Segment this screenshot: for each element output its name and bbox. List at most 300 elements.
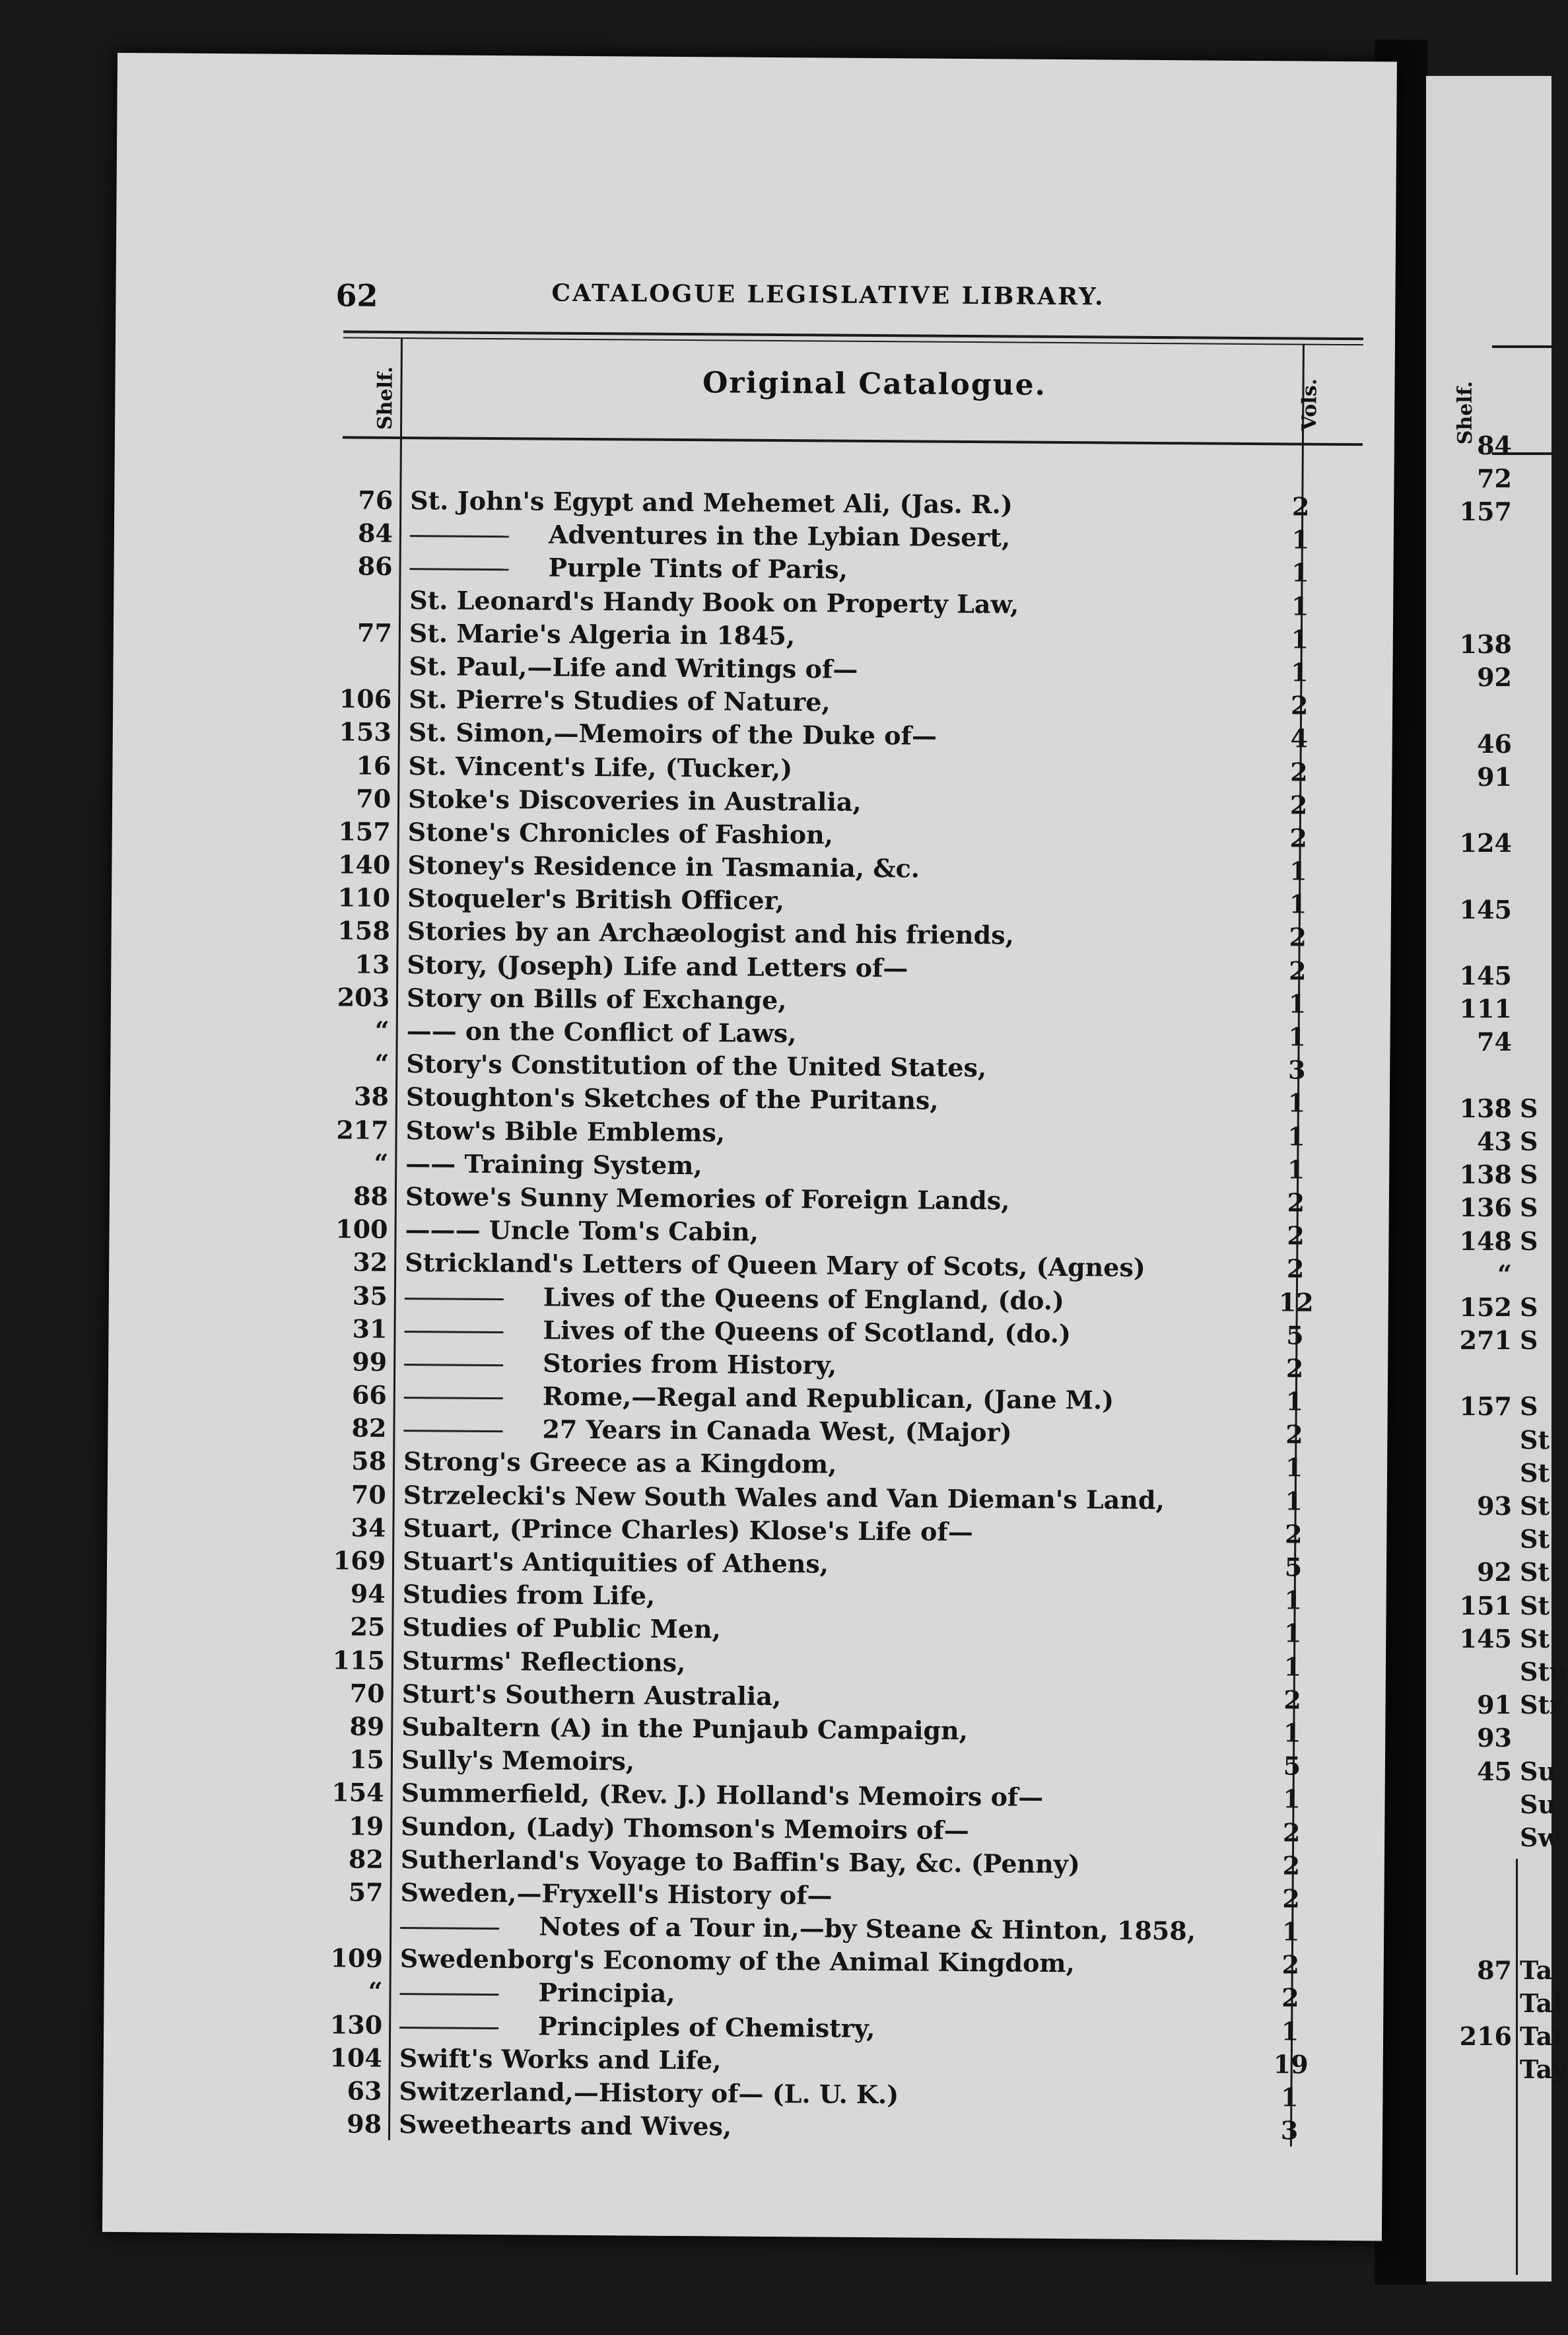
entry-vols: 1 (1281, 2016, 1299, 2046)
entry-vols: 4 (1290, 723, 1309, 753)
right-page-text: S (1520, 1193, 1538, 1223)
right-page-text: S (1520, 1093, 1538, 1123)
right-page-row (1426, 1490, 1551, 1523)
entry-vols: 2 (1291, 491, 1310, 522)
right-page-row (1426, 1722, 1551, 1755)
entry-title-cell (403, 1545, 829, 1581)
right-page-row (1426, 2053, 1567, 2086)
entry-shelf-number: 70 (356, 783, 392, 814)
right-page-shelf-number: 92 (1477, 1557, 1512, 1587)
entry-shelf-number: 217 (336, 1114, 389, 1145)
right-page-shelf-number: 92 (1477, 662, 1512, 693)
entry-title-cell (399, 2009, 875, 2045)
entry-vols: 1 (1291, 557, 1309, 588)
entry-title: Stories by an Archæologist and his friends, (407, 916, 1014, 950)
entry-title-cell (409, 584, 1019, 621)
entry-vols: 19 (1273, 2049, 1309, 2079)
entry-title: Studies of Public Men, (402, 1612, 721, 1644)
right-page-text: S (1520, 1160, 1538, 1190)
right-page-text: Su (1520, 1756, 1557, 1786)
entry-shelf-number: 70 (349, 1678, 385, 1708)
right-page-row (1426, 1887, 1551, 1920)
right-page-row (1426, 959, 1551, 993)
entry-title-cell (405, 1180, 1010, 1217)
right-page-row (1426, 1523, 1551, 1556)
entry-title-cell (408, 783, 862, 819)
entry-vols: 1 (1291, 624, 1309, 654)
entry-shelf-number: 154 (331, 1777, 384, 1808)
ditto-dash (410, 568, 509, 571)
right-page-row (1426, 1291, 1551, 1324)
page-header: CATALOGUE LEGISLATIVE LIBRARY. (551, 279, 1105, 311)
entry-title-cell (406, 1014, 796, 1050)
entry-shelf-number: 203 (337, 982, 390, 1012)
entry-title: Stoughton's Sketches of the Puritans, (405, 1082, 939, 1116)
right-page-text: Ta (1520, 1955, 1553, 1985)
entry-shelf-number: 57 (348, 1877, 384, 1907)
entry-shelf-number: 130 (329, 2009, 383, 2040)
entry-title-cell (401, 1677, 781, 1713)
right-page-text: St (1520, 1557, 1550, 1587)
right-page-row (1426, 1788, 1557, 1821)
entry-shelf-number: 66 (351, 1379, 387, 1410)
entry-shelf-number (305, 583, 392, 584)
right-page-row (1426, 1556, 1551, 1589)
entry-title-cell (403, 1512, 973, 1549)
right-page-row (1426, 462, 1551, 495)
right-page-shelf-number: 87 (1477, 1955, 1512, 1985)
entry-title-cell (407, 849, 920, 885)
right-page-row (1426, 893, 1551, 926)
entry-title-cell (407, 915, 1014, 952)
entry-shelf-number: “ (374, 1048, 390, 1079)
right-page-row (1426, 529, 1551, 562)
right-page-shelf-number: “ (1497, 1259, 1512, 1289)
entry-vols: 2 (1289, 922, 1307, 953)
entry-title: Notes of a Tour in,—by Steane & Hinton, 1858, (539, 1911, 1196, 1946)
entry-title: St. Marie's Algeria in 1845, (409, 617, 796, 650)
entry-vols: 2 (1285, 1353, 1304, 1383)
right-page-row (1426, 1191, 1551, 1224)
right-page-shelf-number: 216 (1459, 2021, 1512, 2051)
right-page-row (1426, 1026, 1551, 1059)
entry-title: Stuart, (Prince Charles) Klose's Life of— (403, 1512, 973, 1547)
entry-title-cell (407, 948, 908, 985)
entry-shelf-number: 77 (357, 617, 393, 648)
entry-shelf-number: 38 (353, 1081, 390, 1112)
entry-title-cell (405, 1147, 702, 1182)
entry-title: Stuart's Antiquities of Athens, (402, 1546, 829, 1579)
entry-vols: 1 (1287, 1088, 1306, 1118)
vols-column-header: Vols. (1298, 378, 1322, 431)
entry-vols: 1 (1285, 1452, 1303, 1483)
entry-shelf-number: 34 (351, 1512, 386, 1543)
ditto-dash (404, 1397, 503, 1399)
entry-title-cell (408, 816, 834, 851)
right-page-row (1426, 1092, 1551, 1125)
entry-title: Sundon, (Lady) Thomson's Memoirs of— (401, 1811, 969, 1845)
right-page-text: S (1520, 1292, 1538, 1322)
entry-title-cell (401, 1710, 968, 1747)
entry-title: Adventures in the Lybian Desert, (548, 519, 1011, 553)
right-page-row (1426, 1225, 1551, 1258)
entry-title: Swedenborg's Economy of the Animal Kingdom, (399, 1943, 1075, 1978)
entry-shelf-number: 25 (350, 1611, 386, 1642)
entry-vols: 2 (1283, 1685, 1302, 1715)
entry-title-cell (401, 1810, 969, 1847)
entry-vols: 12 (1278, 1286, 1314, 1317)
entry-vols: 3 (1287, 1055, 1306, 1085)
entry-shelf-number: 140 (337, 849, 391, 880)
right-page-row (1426, 1589, 1551, 1622)
entry-title-cell (406, 1047, 986, 1084)
entry-vols: 2 (1290, 756, 1308, 787)
entry-title: Strong's Greece as a Kingdom, (403, 1446, 837, 1480)
entry-title-cell (404, 1379, 1114, 1417)
ditto-dash (404, 1331, 503, 1333)
right-page-shelf-number: 43 (1477, 1126, 1512, 1156)
entry-vols: 2 (1282, 1850, 1301, 1881)
entry-shelf-number: 158 (337, 915, 390, 946)
entry-shelf-number: 109 (330, 1943, 384, 1974)
right-page-text: S (1520, 1391, 1538, 1422)
right-page-row (1426, 728, 1551, 761)
entry-vols: 5 (1283, 1751, 1301, 1781)
right-page-shelf-number: 138 (1459, 629, 1512, 660)
entry-shelf-number: “ (374, 1015, 390, 1045)
right-page-shelf-number: 145 (1459, 894, 1512, 924)
right-page-row (1426, 695, 1551, 728)
right-page-text: Stu (1520, 1656, 1568, 1687)
entry-vols: 1 (1288, 989, 1307, 1019)
entry-shelf-number: 82 (351, 1412, 387, 1444)
right-page-row (1426, 761, 1551, 794)
right-page-row (1426, 860, 1551, 893)
right-page-text: Su (1520, 1789, 1557, 1819)
entry-title-cell (405, 1213, 759, 1249)
right-page-text: Tal (1520, 1988, 1562, 2018)
right-page-row (1426, 1357, 1551, 1390)
ditto-dash (410, 535, 509, 538)
right-page-shelf-number: 111 (1459, 994, 1512, 1024)
right-page-shelf-number: 93 (1477, 1723, 1512, 1753)
entry-vols: 1 (1283, 1618, 1302, 1648)
entry-shelf-number: 16 (356, 750, 392, 781)
entry-title-cell (405, 1246, 1145, 1284)
entry-title: Sweethearts and Wives, (398, 2109, 732, 2142)
entry-vols: 1 (1281, 1916, 1300, 1947)
entry-title-cell (408, 749, 792, 785)
entry-title: Stoke's Discoveries in Australia, (407, 783, 862, 817)
entry-title: Sweden,—Fryxell's History of— (400, 1877, 833, 1910)
ditto-dash (404, 1364, 503, 1366)
right-page-text: St (1520, 1623, 1550, 1654)
entry-title-cell (407, 882, 784, 917)
entry-title: St. John's Egypt and Mehemet Ali, (Jas. R.) (410, 485, 1013, 520)
entry-title-cell (401, 1776, 1043, 1814)
entry-title: Principia, (538, 1977, 675, 2009)
right-page-row (1426, 1755, 1557, 1788)
entry-shelf-number: 89 (349, 1711, 385, 1741)
entry-shelf-number: 88 (353, 1181, 389, 1211)
entry-title: Stories from History, (543, 1348, 837, 1380)
entry-vols: 1 (1291, 524, 1310, 555)
entry-title-cell (401, 1743, 634, 1778)
entry-vols: 2 (1287, 1220, 1305, 1251)
entry-vols: 1 (1289, 856, 1307, 886)
entry-vols: 1 (1291, 657, 1309, 687)
entry-vols: 2 (1282, 1817, 1301, 1848)
right-page-shelf-number: 91 (1477, 761, 1512, 792)
entry-title: Sully's Memoirs, (401, 1745, 635, 1776)
entry-title-cell (399, 2042, 722, 2077)
entry-title-cell (410, 484, 1013, 521)
right-page-row (1426, 562, 1551, 595)
entry-title-cell (404, 1313, 1071, 1350)
entry-title: Sutherland's Voyage to Baffin's Bay, &c. (Penny) (400, 1844, 1080, 1879)
entry-title-cell (399, 1975, 675, 2010)
entry-vols: 2 (1286, 1253, 1305, 1284)
entry-shelf-number (305, 649, 392, 650)
entry-vols: 2 (1290, 690, 1309, 720)
entry-shelf-number: 104 (329, 2042, 382, 2073)
entry-shelf-number: 115 (332, 1644, 386, 1675)
right-page-text: Tay (1520, 2054, 1567, 2085)
entry-vols: 1 (1288, 1022, 1307, 1052)
right-page-row (1426, 1954, 1551, 1987)
entry-title: Subaltern (A) in the Punjaub Campaign, (401, 1712, 969, 1745)
entry-vols: 2 (1287, 1187, 1305, 1218)
entry-title: Rome,—Regal and Republican, (Jane M.) (542, 1381, 1114, 1415)
entry-title: Lives of the Queens of Scotland, (do.) (543, 1315, 1072, 1348)
entry-shelf-number: 35 (352, 1280, 388, 1311)
entry-shelf-number: 15 (349, 1744, 385, 1775)
entry-title: Principles of Chemistry, (538, 2011, 875, 2043)
catalogue-entries (103, 482, 1394, 2148)
entry-title: Lives of the Queens of England, (do.) (543, 1282, 1065, 1315)
right-page-row (1426, 1390, 1551, 1423)
right-page-text: S (1520, 1226, 1538, 1256)
right-page-text: S (1520, 1126, 1538, 1156)
right-page-row (1426, 1689, 1563, 1722)
entry-shelf-number: 169 (333, 1545, 386, 1576)
entry-title-cell (409, 683, 831, 718)
entry-vols: 1 (1283, 1651, 1302, 1682)
right-page-shelf-number: 152 (1459, 1292, 1512, 1322)
entry-title-cell (407, 981, 787, 1017)
right-page-row (1426, 1457, 1551, 1490)
entry-shelf-number: 98 (347, 2108, 382, 2140)
right-page-top-rule (1492, 345, 1551, 348)
right-page-row (1426, 1258, 1551, 1291)
entry-title-cell (400, 1876, 832, 1912)
entry-vols: 1 (1283, 1718, 1301, 1748)
entry-title-cell (400, 1909, 1196, 1947)
right-page-shelf-header: Shelf. (1454, 380, 1477, 445)
shelf-column-header: Shelf. (374, 366, 397, 431)
entry-shelf-number: 58 (351, 1446, 387, 1477)
right-page-row (1426, 1424, 1551, 1457)
entry-vols: 2 (1281, 1982, 1299, 2013)
right-page-shelf-number: 157 (1459, 1391, 1512, 1422)
entry-title-cell (400, 1942, 1075, 1980)
right-page-shelf-number: 145 (1459, 961, 1512, 991)
entry-title: Switzerland,—History of— (L. U. K.) (399, 2076, 899, 2110)
entry-title-cell (409, 617, 796, 652)
right-page-shelf-number: 151 (1459, 1590, 1512, 1621)
right-page-shelf-number: 138 (1459, 1160, 1512, 1190)
right-page-shelf-number: 138 (1459, 1093, 1512, 1123)
entry-shelf-number: 70 (351, 1479, 386, 1510)
right-page-row (1426, 827, 1551, 860)
right-page-text: St (1520, 1424, 1550, 1455)
entry-shelf-number: 153 (339, 716, 392, 748)
right-page-row (1426, 1821, 1560, 1854)
entry-title: Story on Bills of Exchange, (406, 982, 787, 1015)
right-page-shelf-number: 124 (1459, 828, 1512, 858)
entry-shelf-number: 99 (352, 1346, 388, 1377)
entry-title: St. Leonard's Handy Book on Property Law, (409, 584, 1019, 619)
right-page (1426, 76, 1568, 2282)
entry-shelf-number: 32 (353, 1247, 388, 1278)
entry-title: 27 Years in Canada West, (Major) (542, 1414, 1012, 1447)
entry-title: Studies from Life, (402, 1579, 656, 1611)
entry-vols: 1 (1285, 1486, 1303, 1516)
entry-vols: 5 (1284, 1552, 1303, 1582)
entry-title: St. Vincent's Life, (Tucker,) (408, 750, 793, 783)
ditto-dash (399, 2027, 498, 2029)
right-page-row (1426, 661, 1551, 694)
entry-vols: 1 (1283, 1784, 1301, 1814)
right-page-shelf-number: 45 (1477, 1756, 1512, 1786)
right-page-row (1426, 1324, 1551, 1357)
entry-title-cell (405, 1280, 1064, 1317)
entry-title-cell (402, 1644, 686, 1679)
page-number: 62 (335, 277, 378, 314)
right-page-row (1426, 628, 1551, 661)
entry-title-cell (409, 550, 848, 586)
entry-title: Purple Tints of Paris, (548, 552, 848, 585)
right-page-entries (1426, 429, 1568, 2086)
entry-shelf-number: 13 (355, 949, 390, 979)
right-page-row (1426, 2020, 1564, 2053)
entry-shelf-number: 19 (349, 1811, 384, 1841)
right-page-row (1426, 1655, 1568, 1689)
entry-shelf-number: 94 (350, 1578, 386, 1609)
entry-title: Stow's Bible Emblems, (405, 1115, 726, 1148)
entry-vols: 1 (1285, 1386, 1304, 1416)
entry-title-cell (403, 1578, 656, 1613)
entry-shelf-number: 31 (352, 1313, 388, 1344)
entry-shelf-number: “ (374, 1148, 389, 1178)
entry-shelf-number: 157 (338, 816, 391, 847)
entry-title-cell (403, 1479, 1165, 1517)
entry-title: Strzelecki's New South Wales and Van Dieman's Land, (403, 1479, 1165, 1515)
entry-vols: 2 (1281, 1949, 1300, 1980)
entry-title-cell (403, 1446, 837, 1482)
right-page-row (1426, 1125, 1551, 1158)
entry-vols: 3 (1280, 2115, 1299, 2145)
catalogue-page (102, 53, 1397, 2241)
right-page-text: St (1520, 1491, 1550, 1521)
right-page-row (1426, 1059, 1551, 1092)
entry-title-cell (402, 1611, 721, 1646)
right-page-text: Tat (1520, 2021, 1564, 2051)
ditto-dash (399, 1993, 498, 1996)
entry-title: St. Pierre's Studies of Nature, (409, 684, 831, 717)
entry-title: Stoney's Residence in Tasmania, &c. (407, 850, 920, 884)
entry-vols: 2 (1284, 1519, 1303, 1549)
entry-title: Strickland's Letters of Queen Mary of Scots, (Agnes) (405, 1247, 1145, 1283)
right-page-text: Sw (1520, 1822, 1560, 1852)
right-page-shelf-number: 91 (1477, 1690, 1512, 1720)
ditto-dash (403, 1430, 502, 1432)
entry-title: ——— Uncle Tom's Cabin, (405, 1214, 759, 1247)
entry-title-cell (399, 2108, 732, 2143)
right-page-shelf-number: 46 (1477, 728, 1512, 759)
ditto-dash (405, 1298, 504, 1300)
right-page-shelf-number: 84 (1477, 431, 1512, 460)
right-page-row (1426, 993, 1551, 1026)
right-page-shelf-number: 157 (1459, 497, 1512, 527)
right-page-shelf-number: 74 (1477, 1027, 1512, 1057)
right-page-row (1426, 1854, 1551, 1887)
entry-title: Story's Constitution of the United States, (406, 1049, 987, 1083)
entry-vols: 1 (1284, 1585, 1303, 1615)
right-page-text: S (1520, 1325, 1538, 1356)
entry-vols: 1 (1281, 2082, 1299, 2112)
entry-vols: 1 (1287, 1121, 1305, 1152)
entry-shelf-number: 76 (358, 485, 393, 515)
entry-vols: 1 (1289, 889, 1307, 919)
entry-shelf-number: 63 (347, 2075, 382, 2106)
right-page-shelf-number: 72 (1477, 464, 1512, 494)
entry-shelf-number: 100 (335, 1214, 388, 1245)
right-page-shelf-number: 145 (1459, 1623, 1512, 1654)
right-page-row (1426, 794, 1551, 827)
right-page-row (1426, 1987, 1562, 2020)
entry-shelf-number: 86 (357, 551, 393, 582)
entry-vols: 5 (1286, 1320, 1304, 1350)
entry-shelf-number: 110 (337, 882, 391, 913)
right-page-row (1426, 429, 1551, 462)
right-page-text: St (1520, 1590, 1550, 1621)
right-page-text: St (1520, 1457, 1550, 1488)
entry-vols: 1 (1287, 1154, 1305, 1185)
entry-shelf-number (296, 1908, 383, 1909)
entry-title-cell (401, 1843, 1080, 1881)
right-page-row (1426, 926, 1551, 959)
entry-title: —— Training System, (405, 1148, 702, 1180)
entry-title: —— on the Conflict of Laws, (406, 1016, 797, 1049)
entry-vols: 2 (1289, 790, 1308, 820)
entry-title-cell (403, 1412, 1011, 1449)
entry-vols: 2 (1288, 956, 1307, 986)
entry-title: Summerfield, (Rev. J.) Holland's Memoirs of— (401, 1778, 1044, 1813)
right-page-row (1426, 595, 1551, 628)
entry-title-cell (409, 650, 858, 686)
entry-title-cell (405, 1114, 725, 1149)
entry-title: Stoqueler's British Officer, (407, 883, 785, 916)
entry-shelf-number: 84 (357, 518, 393, 549)
entry-shelf-number: “ (368, 1976, 383, 2007)
right-page-shelf-number: 93 (1477, 1491, 1512, 1521)
entry-title-cell (404, 1346, 836, 1382)
header-bottom-rule (343, 436, 1363, 446)
entry-title-cell (399, 2075, 899, 2111)
entry-vols: 2 (1282, 1883, 1300, 1914)
right-page-row (1426, 1158, 1551, 1191)
